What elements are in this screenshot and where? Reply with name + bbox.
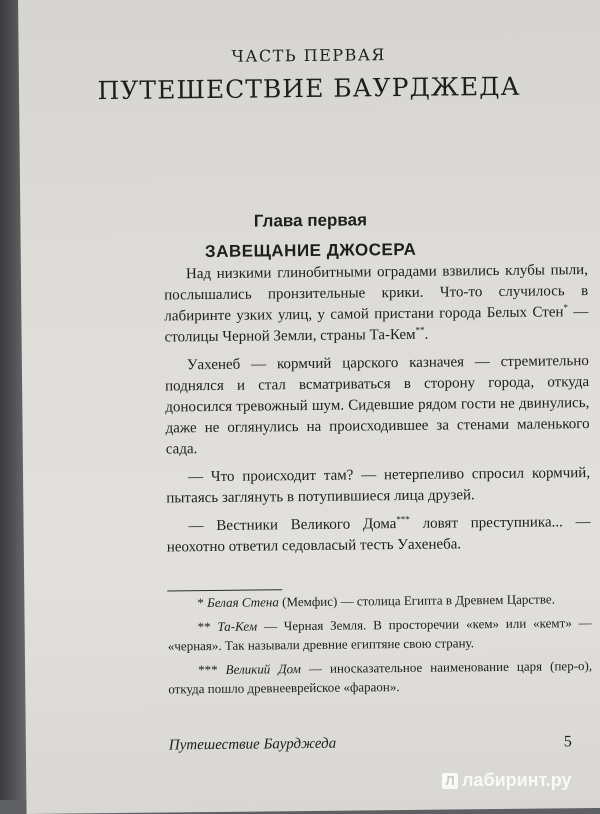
paragraph bbox=[164, 260, 589, 348]
footnote-mark: ** bbox=[197, 619, 211, 635]
watermark-text: лабиринт.ру bbox=[462, 770, 572, 790]
paragraph-text: . bbox=[424, 326, 429, 343]
footnote bbox=[168, 613, 592, 655]
chapter-body bbox=[164, 260, 591, 565]
footnote-marker: ** bbox=[415, 324, 425, 335]
paragraph-text: ловят преступника... — неохотно ответил седовласый тесть Уахенеба. bbox=[166, 514, 591, 556]
running-title: Путешествие Баурджеда bbox=[168, 735, 337, 754]
footnote-text: — иносказательное наименование царя (пер-о), откуда пошло древнееврейское «фараон». bbox=[168, 658, 593, 697]
book-page bbox=[18, 0, 600, 814]
footnotes bbox=[167, 589, 592, 703]
footnote bbox=[167, 589, 591, 612]
footnote bbox=[168, 656, 592, 698]
footnote-mark: *** bbox=[198, 661, 218, 678]
chapter-label: Глава первая bbox=[253, 210, 368, 231]
chapter-title: ЗАВЕЩАНИЕ ДЖОСЕРА bbox=[204, 239, 417, 262]
page-number: 5 bbox=[563, 733, 572, 751]
footnote-term: Белая Стена bbox=[207, 594, 279, 611]
footnote-marker: * bbox=[563, 302, 569, 313]
paragraph: — Что происходит там? — нетерпеливо спросил кормчий, пытаясь заглянуть в потупившиеся лица друзей. bbox=[166, 465, 591, 507]
watermark bbox=[442, 770, 572, 791]
footnote-term: Великий Дом bbox=[225, 661, 301, 677]
footnote-rule bbox=[167, 589, 282, 591]
footnote-text: — Черная Земля. В просторечии «кем» или «кемт» — «черная». Так называли древние египтяне свою страну. bbox=[167, 615, 592, 654]
paragraph bbox=[166, 512, 590, 558]
paragraph-text: Над низкими глинобитными оградами взвились клубы пыли, послышались пронзительные крики. Что-то случилось в лабиринте узких улиц, у самой пристани города Белых Стен bbox=[164, 262, 589, 325]
labirint-logo-icon: Л bbox=[442, 773, 458, 789]
paragraph-text: — столицы Черной Земли, страны Та-Кем bbox=[164, 304, 589, 346]
part-label: ЧАСТЬ ПЕРВАЯ bbox=[231, 45, 386, 66]
footnote-marker: *** bbox=[396, 513, 410, 525]
part-title: ПУТЕШЕСТВИЕ БАУРДЖЕДА bbox=[97, 71, 521, 106]
footnote-term: Та-Кем bbox=[217, 618, 258, 634]
paragraph: Уахенеб — кормчий царского казначея — стремительно поднялся и стал всматриваться в сторону города, откуда доносился тревожный шум. Сидевшие рядом гости не двинулись, даже не оглянулись на происходившее за стенами маленького сада. bbox=[165, 353, 590, 458]
footnote-mark: * bbox=[197, 595, 204, 611]
paragraph-text: — Вестники Великого Дома bbox=[188, 516, 397, 535]
footnote-text: (Мемфис) — столица Египта в Древнем Царстве. bbox=[282, 591, 555, 610]
